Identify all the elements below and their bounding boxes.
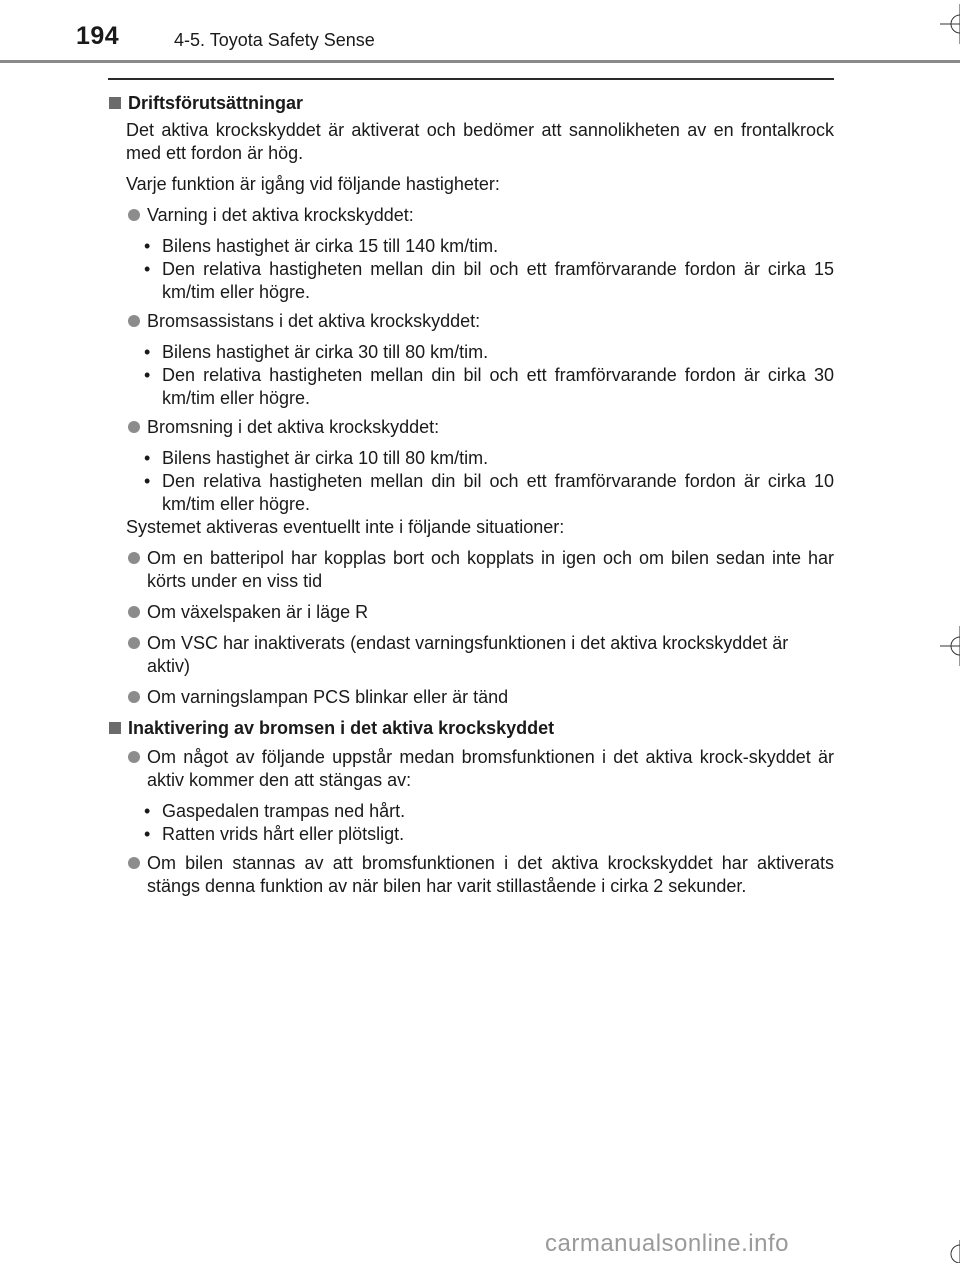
- sub-list: [144, 341, 834, 410]
- chapter-title: 4-5. Toyota Safety Sense: [174, 30, 375, 50]
- circle-bullet-icon: [128, 421, 140, 433]
- sub-list-item: [144, 341, 834, 364]
- list-item: [126, 204, 834, 227]
- sub-list: [144, 447, 834, 516]
- circle-bullet-icon: [128, 857, 140, 869]
- situations-intro: Systemet aktiveras eventuellt inte i följande situationer:: [126, 517, 565, 537]
- sub-list-item-text: Bilens hastighet är cirka 30 till 80 km/tim.: [162, 342, 489, 362]
- dot-bullet-icon: •: [144, 342, 151, 362]
- intro-paragraph: Det aktiva krockskyddet är aktiverat och bedömer att sannolikheten av en frontalkrock med ett fordon är hög.: [126, 120, 834, 163]
- page-content: [108, 92, 834, 898]
- dot-bullet-icon: •: [144, 801, 151, 821]
- sub-list: [144, 800, 834, 846]
- sub-list-item-text: Den relativa hastigheten mellan din bil och ett framförvarande fordon är cirka 15 km/tim eller högre.: [162, 259, 834, 302]
- page-number: 194: [76, 22, 120, 50]
- section-heading-text: Driftsförutsättningar: [128, 93, 303, 113]
- sub-list-item: [144, 470, 834, 516]
- dot-bullet-icon: •: [144, 824, 151, 844]
- sub-list-item-text: Bilens hastighet är cirka 10 till 80 km/tim.: [162, 448, 489, 468]
- list-item-text: Om varningslampan PCS blinkar eller är tänd: [147, 687, 509, 707]
- square-bullet-icon: [109, 97, 121, 109]
- list-item-text: Varning i det aktiva krockskyddet:: [147, 205, 414, 225]
- sub-list-item-text: Bilens hastighet är cirka 15 till 140 km/tim.: [162, 236, 499, 256]
- list-item-text: Bromsassistans i det aktiva krockskyddet:: [147, 311, 481, 331]
- circle-bullet-icon: [128, 637, 140, 649]
- list-item-text: Om något av följande uppstår medan bromsfunktionen i det aktiva krock-skyddet är aktiv kommer den att stängas av:: [147, 747, 834, 790]
- circle-bullet-icon: [128, 751, 140, 763]
- dot-bullet-icon: •: [144, 259, 151, 279]
- watermark: carmanualsonline.info: [545, 1230, 789, 1257]
- sub-list-item-text: Den relativa hastigheten mellan din bil och ett framförvarande fordon är cirka 30 km/tim eller högre.: [162, 365, 834, 408]
- circle-bullet-icon: [128, 606, 140, 618]
- sub-list-item: [144, 235, 834, 258]
- dot-bullet-icon: •: [144, 236, 151, 256]
- list-item-text: Om bilen stannas av att bromsfunktionen i det aktiva krockskyddet har aktiverats stängs denna funktion av när bilen har varit stillastående i cirka 2 sekunder.: [147, 853, 834, 896]
- content-rule: [108, 78, 834, 80]
- sub-list-item: [144, 800, 834, 823]
- list-item: [126, 310, 834, 333]
- header-rule: [0, 60, 960, 63]
- crop-mark-icon: [940, 1240, 960, 1263]
- sub-list-item-text: Gaspedalen trampas ned hårt.: [162, 801, 406, 821]
- dot-bullet-icon: •: [144, 471, 151, 491]
- list-item: [126, 852, 834, 898]
- list-item-text: Bromsning i det aktiva krockskyddet:: [147, 417, 440, 437]
- list-item-text: Om VSC har inaktiverats (endast varningsfunktionen i det aktiva krockskyddet är aktiv): [147, 633, 789, 676]
- sub-list-item: [144, 258, 834, 304]
- sub-list-item-text: Ratten vrids hårt eller plötsligt.: [162, 824, 405, 844]
- speeds-intro: Varje funktion är igång vid följande hastigheter:: [126, 174, 500, 194]
- crop-mark-icon: [940, 4, 960, 44]
- list-item: [126, 416, 834, 439]
- list-item: [126, 547, 834, 593]
- sub-list-item: [144, 447, 834, 470]
- section-heading: [108, 717, 834, 740]
- circle-bullet-icon: [128, 209, 140, 221]
- dot-bullet-icon: •: [144, 448, 151, 468]
- crop-mark-icon: [940, 626, 960, 666]
- sub-list-item-text: Den relativa hastigheten mellan din bil och ett framförvarande fordon är cirka 10 km/tim eller högre.: [162, 471, 834, 514]
- list-item: [126, 601, 834, 624]
- square-bullet-icon: [109, 722, 121, 734]
- dot-bullet-icon: •: [144, 365, 151, 385]
- sub-list: [144, 235, 834, 304]
- sub-list-item: [144, 823, 834, 846]
- list-item: [126, 746, 834, 792]
- circle-bullet-icon: [128, 315, 140, 327]
- circle-bullet-icon: [128, 691, 140, 703]
- section-heading: [108, 92, 834, 115]
- list-item: [126, 632, 834, 678]
- sub-list-item: [144, 364, 834, 410]
- section-heading-text: Inaktivering av bromsen i det aktiva krockskyddet: [128, 718, 555, 738]
- list-item-text: Om växelspaken är i läge R: [147, 602, 369, 622]
- list-item: [126, 686, 834, 709]
- circle-bullet-icon: [128, 552, 140, 564]
- list-item-text: Om en batteripol har kopplas bort och kopplats in igen och om bilen sedan inte har körts under en viss tid: [147, 548, 834, 591]
